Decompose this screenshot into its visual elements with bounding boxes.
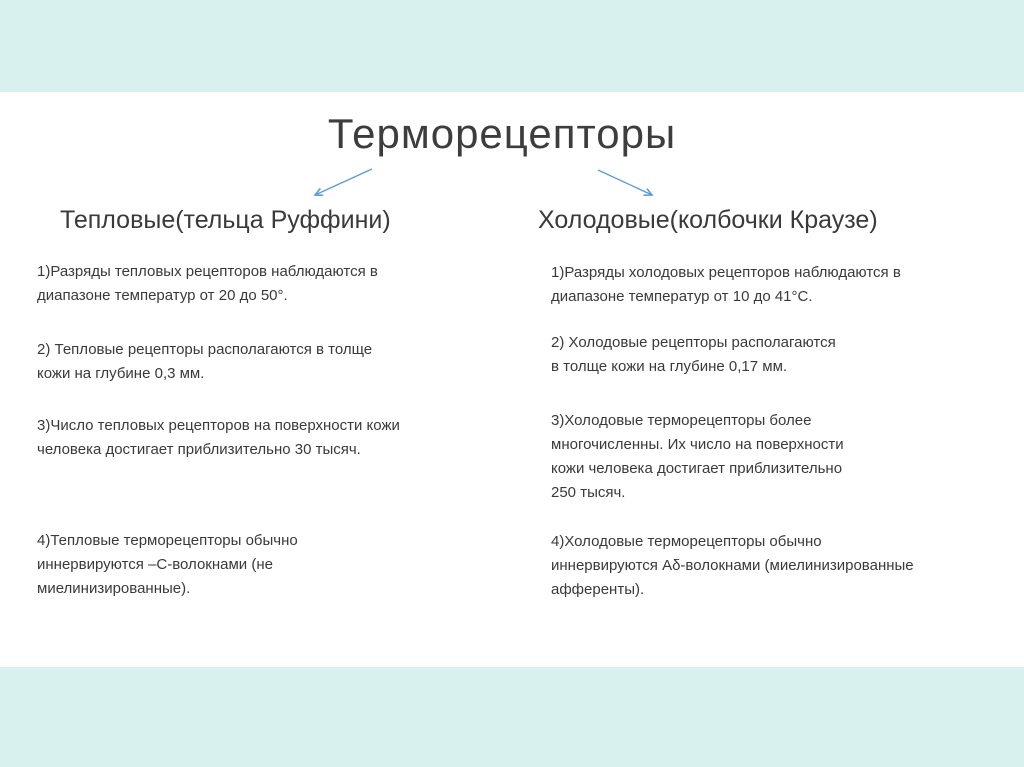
cold-fact-4: 4)Холодовые терморецепторы обычно иннервируются Аδ-волокнами (миелинизированные афференты). — [551, 533, 914, 598]
cold-fact-2: 2) Холодовые рецепторы располагаются в толще кожи на глубине 0,17 мм. — [551, 334, 836, 375]
top-band — [0, 0, 1024, 92]
warm-fact-3: 3)Число тепловых рецепторов на поверхности кожи человека достигает приблизительно 30 тысяч. — [37, 417, 400, 458]
warm-fact-4: 4)Тепловые терморецепторы обычно иннервируются –С-волокнами (не миелинизированные). — [37, 532, 298, 597]
bottom-band — [0, 667, 1024, 767]
cold-fact-1: 1)Разряды холодовых рецепторов наблюдаются в диапазоне температур от 10 до 41°С. — [551, 264, 901, 305]
warm-fact-2: 2) Тепловые рецепторы располагаются в толще кожи на глубине 0,3 мм. — [37, 341, 373, 382]
warm-receptors-heading: Тепловые(тельца Руффини) — [60, 206, 391, 234]
slide-title: Терморецепторы — [327, 110, 677, 157]
warm-fact-1: 1)Разряды тепловых рецепторов наблюдаются в диапазоне температур от 20 до 50°. — [37, 263, 378, 304]
cold-receptors-heading: Холодовые(колбочки Краузе) — [538, 206, 878, 234]
cold-fact-3: 3)Холодовые терморецепторы более многочисленны. Их число на поверхности кожи человека достигает приблизительно 250 тысяч. — [551, 412, 844, 501]
